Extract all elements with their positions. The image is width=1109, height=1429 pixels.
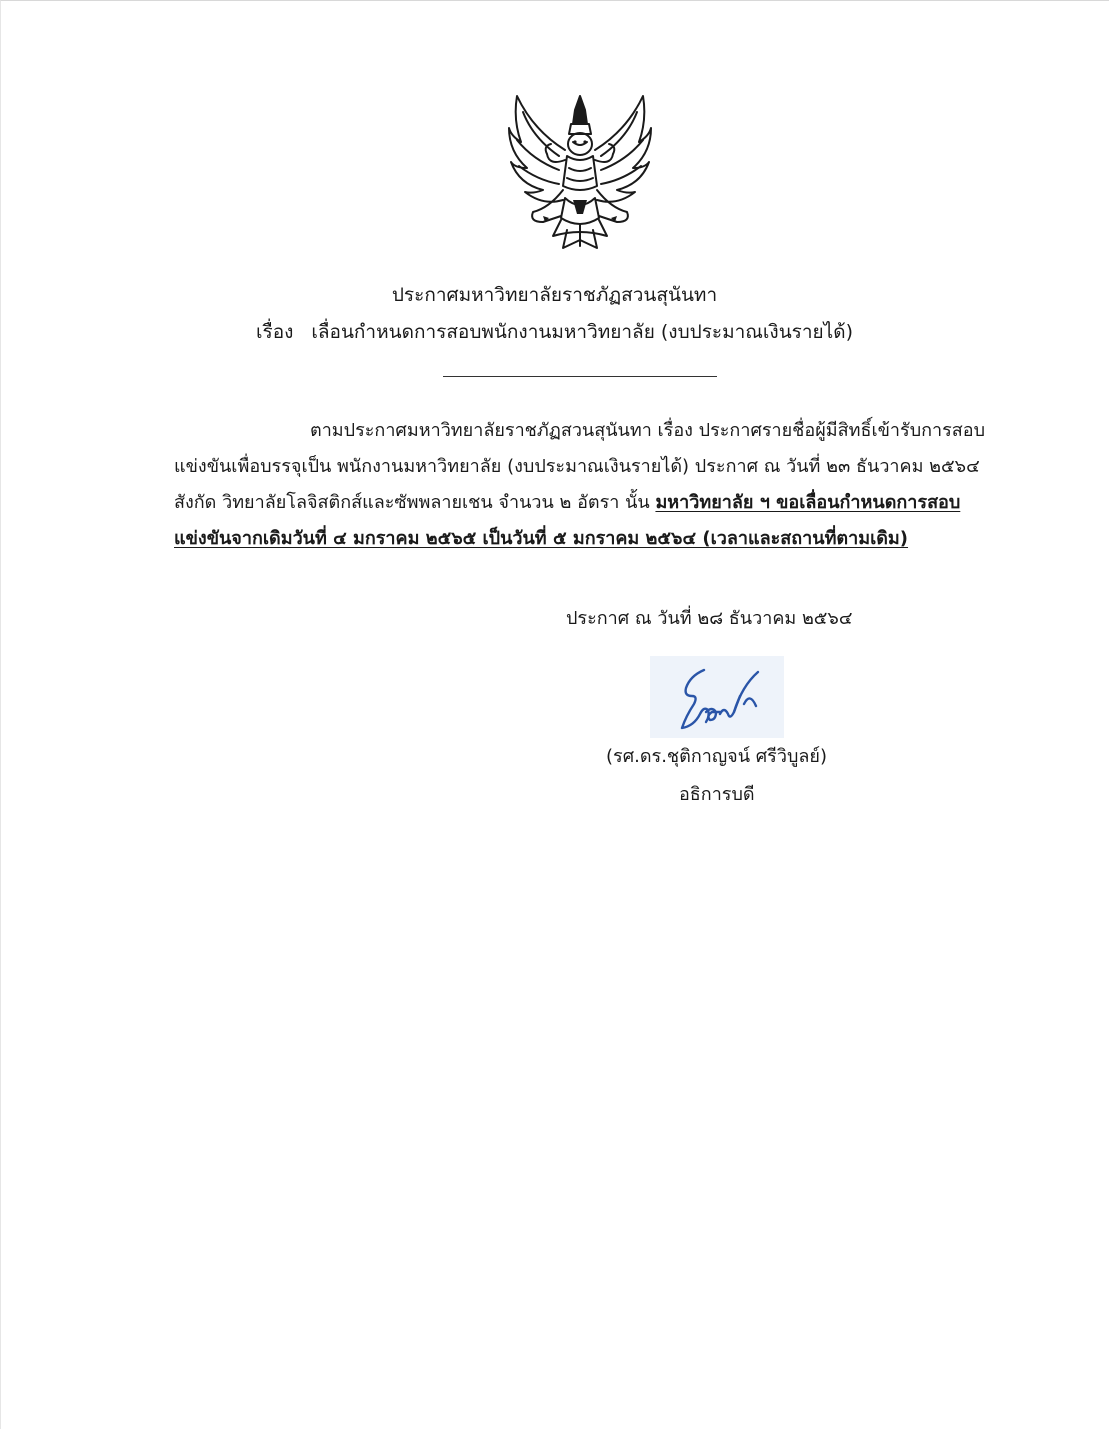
subject-text: เลื่อนกำหนดการสอบพนักงานมหาวิทยาลัย (งบประมาณเงินรายได้) [311, 321, 853, 343]
handwritten-signature [650, 656, 784, 738]
announcement-title: ประกาศมหาวิทยาลัยราชภัฏสวนสุนันทา [391, 284, 718, 306]
postponement-notice-part2: แข่งขันจากเดิมวันที่ ๔ มกราคม ๒๕๖๕ เป็นวันที่ ๕ มกราคม ๒๕๖๔ (เวลาและสถานที่ตามเดิม) [174, 528, 909, 549]
body-line-3-text: สังกัด วิทยาลัยโลจิสติกส์และซัพพลายเชน จำนวน ๒ อัตรา นั้น [174, 492, 656, 513]
body-line-3 [174, 490, 960, 516]
announcement-subject [0, 317, 1109, 347]
subject-label: เรื่อง [256, 321, 294, 343]
title-divider [443, 376, 717, 377]
signer-name: (รศ.ดร.ชุติกาญจน์ ศรีวิบูลย์) [606, 746, 827, 767]
body-line-2: แข่งขันเพื่อบรรจุเป็น พนักงานมหาวิทยาลัย (งบประมาณเงินรายได้) ประกาศ ณ วันที่ ๒๓ ธันวาคม ๒๕๖๔ [174, 456, 980, 477]
body-line-1: ตามประกาศมหาวิทยาลัยราชภัฏสวนสุนันทา เรื่อง ประกาศรายชื่อผู้มีสิทธิ์เข้ารับการสอบ [310, 420, 986, 441]
postponement-notice-part1: มหาวิทยาลัย ฯ ขอเลื่อนกำหนดการสอบ [655, 492, 961, 513]
announcement-date: ประกาศ ณ วันที่ ๒๘ ธันวาคม ๒๕๖๔ [566, 608, 853, 629]
garuda-emblem-icon [503, 90, 658, 252]
signer-position: อธิการบดี [679, 784, 755, 805]
